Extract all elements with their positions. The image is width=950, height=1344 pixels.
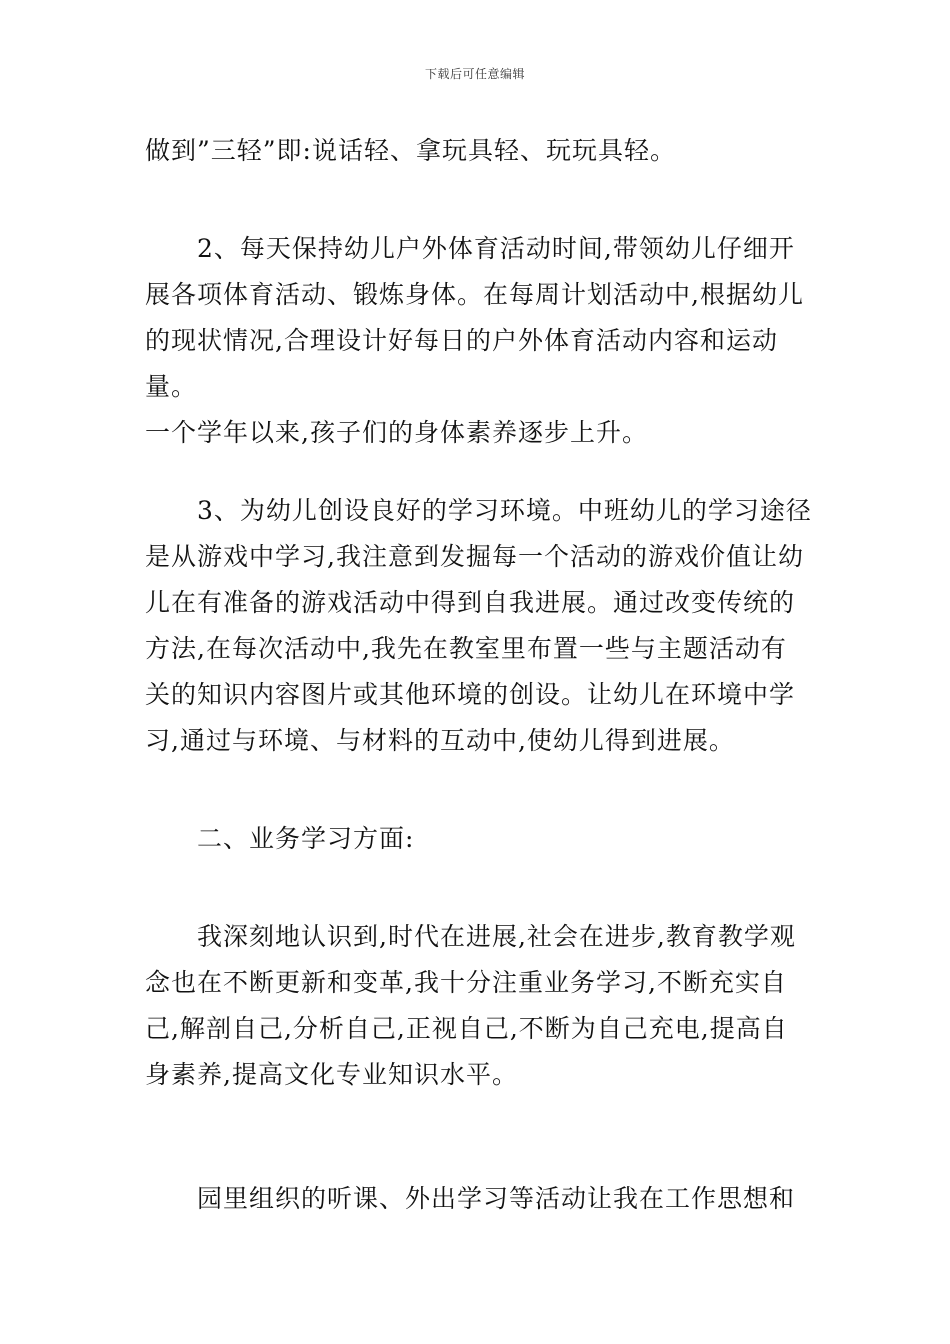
paragraph-kindergarten-activities: 园里组织的听课、外出学习等活动让我在工作思想和 — [197, 1184, 796, 1213]
page-header-note: 下载后可任意编辑 — [424, 67, 525, 81]
section-heading-professional-study: 二、业务学习方面: — [197, 824, 415, 853]
paragraph-learning-environment: 3、为幼儿创设良好的学习环境。中班幼儿的学习途径 是从游戏中学习,我注意到发掘每一个活动的游戏价值让幼 儿在有准备的游戏活动中得到自我进展。通过改变传统的 方法,在每次活动中,我先在教室里布置一些与主题活动有 关的知识内容图片或其他环境的创设。让幼儿在环境中学 习,通过与环境、与材料的互动中,使幼儿得到进展。 — [145, 496, 812, 755]
paragraph-continuation: 做到”三轻”即:说话轻、拿玩具轻、玩玩具轻。 — [145, 136, 676, 165]
paragraph-self-improvement: 我深刻地认识到,时代在进展,社会在进步,教育教学观 念也在不断更新和变革,我十分注重业务学习,不断充实自 己,解剖自己,分析自己,正视自己,不断为自己充电,提高自 身素养,提高文化专业知识水平。 — [145, 922, 796, 1089]
paragraph-outdoor-activities: 2、每天保持幼儿户外体育活动时间,带领幼儿仔细开 展各项体育活动、锻炼身体。在每周计划活动中,根据幼儿 的现状情况,合理设计好每日的户外体育活动内容和运动量。 一个学年以来,孩子们的身体素养逐步上升。 — [145, 234, 804, 447]
